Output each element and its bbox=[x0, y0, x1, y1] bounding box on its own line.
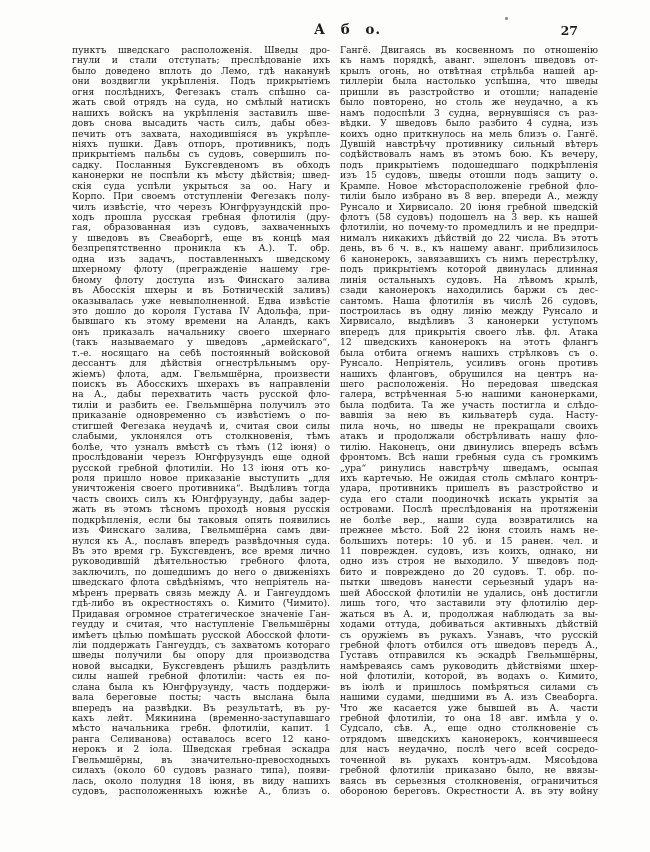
text-line: подъ прикрытіемъ подошедшаго подкрѣпленія bbox=[340, 160, 598, 171]
text-line: руководившій дѣятельностью гребного флота, bbox=[72, 557, 330, 568]
text-line: было доведено вплоть до Лемо, гдѣ наканунѣ bbox=[72, 66, 330, 77]
text-line: дессантъ для дѣйствія огнестрѣльнымъ ору- bbox=[72, 359, 330, 370]
text-column-left bbox=[72, 46, 330, 798]
text-line: мѣсто начальника гребн. флотиліи, капит. 1 bbox=[72, 724, 330, 735]
text-line: канонерки не поспѣли къ мѣсту дѣйствія; швед- bbox=[72, 171, 330, 182]
text-line: удара, противникъ пришелъ въ разстройство и bbox=[340, 484, 598, 495]
text-line: шведскаго флота свѣдѣніямъ, что непріятель на- bbox=[72, 578, 330, 589]
text-line: вала береговые посты; часть выслана была bbox=[72, 693, 330, 704]
text-line: тиллеріи была настолько успѣшна, что шведы bbox=[340, 77, 598, 88]
text-line: чилъ извѣстіе, что черезъ Юнгфрузундскій про- bbox=[72, 202, 330, 213]
text-line: имѣетъ цѣлью помѣшать русской Абосской флоти- bbox=[72, 630, 330, 641]
text-line: вѣдки. У шведовъ было разбито 4 судна, изъ bbox=[340, 119, 598, 130]
text-line: прикрытіемъ пальбы съ судовъ, совершилъ по- bbox=[72, 150, 330, 161]
text-line: скія суда успѣли укрыться за оо. Нагу и bbox=[72, 181, 330, 192]
text-columns bbox=[72, 46, 598, 798]
text-line: Крампе. Новое мѣсторасположеніе гребной фло- bbox=[340, 181, 598, 192]
text-line: намѣреваясь самъ руководить дѣйствіями шхер- bbox=[340, 661, 598, 672]
text-line: „ура“ ринулись навстрѣчу шведамъ, осыпая bbox=[340, 463, 598, 474]
text-line: для насъ неудачно, послѣ чего всей сосредо- bbox=[340, 745, 598, 756]
text-line: сантомъ. Наша флотилія въ числѣ 26 судовъ, bbox=[340, 296, 598, 307]
text-line: ніяхъ пушки. Давъ отпоръ, противникъ, подъ bbox=[72, 139, 330, 150]
text-line: галера, встрѣченная 5-ю нашими канонерками, bbox=[340, 390, 598, 401]
text-line: гребной флотъ отбился отъ шведовъ передъ А., bbox=[340, 640, 598, 651]
text-line: (такъ называемаго у шведовъ „армейскаго“, bbox=[72, 338, 330, 349]
text-line: у шведовъ въ Свеаборгѣ, еще въ концѣ мая bbox=[72, 233, 330, 244]
text-line: шей Абосской флотиліи не удались, онѣ достигли bbox=[340, 588, 598, 599]
text-line: огня послѣднихъ, Фегезакъ сталъ спѣшно са- bbox=[72, 87, 330, 98]
text-line: бывшаго къ этому времени на Аландъ, какъ bbox=[72, 317, 330, 328]
running-head: А б о. bbox=[314, 22, 382, 38]
text-line: Рунсало. Непріятель, усиливъ огонь противъ bbox=[340, 359, 598, 370]
text-line: мѣренъ прервать связь между А. и Гангеуддомъ bbox=[72, 588, 330, 599]
text-line: нулся къ А., пославъ впередъ развѣдочныя суда. bbox=[72, 536, 330, 547]
text-line: довъ снова высадить часть силъ, дабы обез- bbox=[72, 119, 330, 130]
text-line: заключилъ, по дошедшимъ до него о движеніяхъ bbox=[72, 567, 330, 578]
text-line: гдѣ-либо въ окрестностяхъ о. Кимито (Чимито). bbox=[72, 599, 330, 610]
text-line: ходами оттуда, добиваться активныхъ дѣйствій bbox=[340, 620, 598, 631]
text-line: жать въ этомъ тѣсномъ проходѣ новыя русскія bbox=[72, 505, 330, 516]
text-line: 6 канонерокъ, завязавшихъ съ нимъ перестрѣлку, bbox=[340, 254, 598, 265]
text-line: оказывалась уже невыполненной. Едва извѣстіе bbox=[72, 296, 330, 307]
text-line: изъ 15 судовъ, шведы отошли подъ защиту о. bbox=[340, 171, 598, 182]
text-line: бному флоту доступа изъ Финскаго залива bbox=[72, 275, 330, 286]
text-line: была подбита. Та же участь постигла и слѣдо- bbox=[340, 400, 598, 411]
text-line: уничтоженія своего противника“. Выдѣливъ тогда bbox=[72, 484, 330, 495]
text-line: фронтомъ. Всѣ наши гребныя суда съ громкимъ bbox=[340, 453, 598, 464]
text-line: ходъ прошла русская гребная флотилія (дру- bbox=[72, 213, 330, 223]
text-line: Гвельмшёрны, въ значительно-превосходныхъ bbox=[72, 755, 330, 766]
text-line: линія остальныхъ судовъ. На лѣвомъ крылѣ, bbox=[340, 275, 598, 286]
text-line: въ іюлѣ и пришлось помѣряться силами съ bbox=[340, 682, 598, 693]
text-line: Рунсало и Хирвисало. 20 іюня гребной шведскій bbox=[340, 202, 598, 213]
text-line: изъ Финскаго залива, Гвельмшёрна самъ дви- bbox=[72, 526, 330, 537]
text-line: обороною береговъ. Окрестности А. въ эту войну bbox=[340, 787, 598, 798]
text-line: гнули и стали отступать; преслѣдованіе ихъ bbox=[72, 56, 330, 67]
text-line: Корпо. При своемъ отступленіи Фегезакъ полу- bbox=[72, 192, 330, 203]
text-line: новой высадки, Буксгевденъ рѣшилъ раздѣлить bbox=[72, 661, 330, 672]
text-line: въ Абосскія шхеры и въ Ботническій заливъ) bbox=[72, 286, 330, 297]
text-line: ліи поддержать Гангеуддъ, съ захватомъ котораго bbox=[72, 640, 330, 651]
text-line: гребной флотиліи, то она 18 авг. имѣла у о. bbox=[340, 714, 598, 724]
text-line: нималъ никакихъ дѣйствій до 22 числа. Въ этотъ bbox=[340, 233, 598, 244]
text-line: впередъ на развѣдки. Въ результатѣ, въ ру- bbox=[72, 703, 330, 714]
text-line: лась, около полудня 18 іюня, въ виду нашихъ bbox=[72, 776, 330, 787]
text-line: коихъ одно приткнулось на мель близъ о. Гангё. bbox=[340, 129, 598, 140]
page-number: 27 bbox=[560, 23, 578, 38]
text-line: Судсало, сѣв. А., еще одно столкновеніе съ bbox=[340, 724, 598, 735]
text-line: прежнее мѣсто. Бой 22 іюня стоилъ намъ не- bbox=[340, 526, 598, 537]
text-line: слабыми, уклонялся отъ столкновенія, тѣмъ bbox=[72, 432, 330, 443]
text-line: къ намъ порядкѣ, аванг. эшелонъ шведовъ от- bbox=[340, 56, 598, 67]
text-line: флотиліи, но почему-то промедлилъ и не предпри- bbox=[340, 223, 598, 234]
text-line: 12 шведскихъ канонерокъ на этотъ флангъ bbox=[340, 338, 598, 349]
text-line: одно изъ строя не выходило. У шведовъ под- bbox=[340, 557, 598, 568]
text-line: пытки шведовъ нанести серьезный ударъ на- bbox=[340, 578, 598, 589]
text-line: съ оружіемъ въ рукахъ. Узнавъ, что русскій bbox=[340, 630, 598, 641]
text-line: приказаніе одновременно съ извѣстіемъ о по- bbox=[72, 411, 330, 422]
text-line: тиліи и разбить ее. Гвельмшёрна получилъ это bbox=[72, 400, 330, 411]
text-line: ихъ картечью. Не ожидая столь смѣлаго контръ- bbox=[340, 473, 598, 484]
text-line: судовъ, расположенныхъ южнѣе А., близъ о. bbox=[72, 787, 330, 798]
text-line: поискъ въ Абосскихъ шхерахъ въ направленіи bbox=[72, 380, 330, 390]
text-line: жать свой отрядъ на суда, но смѣлый натискъ bbox=[72, 98, 330, 109]
text-line: вавшія за нею въ кильватерѣ суда. Насту- bbox=[340, 411, 598, 422]
text-line: лишь того, что заставили эту флотилію дер- bbox=[340, 599, 598, 610]
text-line: прослѣдованіи черезъ Юнгфрузундъ еще одной bbox=[72, 453, 330, 464]
text-line: онъ приказалъ начальнику своего шхернаго bbox=[72, 327, 330, 338]
text-line: бито и повреждено до 20 судовъ. Т. обр. по- bbox=[340, 567, 598, 578]
text-line: силы нашей гребной флотиліи: часть ея по- bbox=[72, 672, 330, 683]
text-line: нерокъ и 2 іола. Шведская гребная эскадра bbox=[72, 745, 330, 756]
text-line: построилась въ одну линію между Рунсало и bbox=[340, 306, 598, 317]
text-line: отрядомъ шведскихъ канонерокъ, кончившееся bbox=[340, 734, 598, 745]
text-line: пунктъ шведскаго расположенія. Шведы дро- bbox=[72, 46, 330, 56]
text-line: печить отъ захвата, находившіяся въ укрѣпле- bbox=[72, 129, 330, 140]
text-line: нашихъ войскъ на укрѣпленія заставилъ шве- bbox=[72, 108, 330, 119]
text-line: тиліи было избрано въ 8 вер. впереди А., между bbox=[340, 192, 598, 203]
text-line: жіемъ) флота, адм. Гвельмшёрна, произвести bbox=[72, 369, 330, 380]
text-line: Густавъ отправился къ эскадрѣ Гвельмшёрны, bbox=[340, 651, 598, 662]
text-column-right bbox=[340, 46, 598, 798]
text-line: шведы получили бы опору для производства bbox=[72, 651, 330, 662]
text-line: пришли въ разстройство и отошли; нападеніе bbox=[340, 87, 598, 98]
text-line: тилію. Наконецъ, они двинулись впередъ всѣмъ bbox=[340, 442, 598, 453]
text-line: Гангё. Двигаясь въ косвенномъ по отношенію bbox=[340, 46, 598, 56]
text-line: Хирвисало, выдѣливъ 3 канонерки уступомъ bbox=[340, 317, 598, 328]
text-line: содѣйствовалъ намъ въ этомъ бою. Къ вечеру, bbox=[340, 150, 598, 161]
text-line: садку. Посланныя Буксгевденомъ въ обходъ bbox=[72, 160, 330, 171]
text-line: шего расположенія. Но передовая шведская bbox=[340, 380, 598, 390]
text-line: сзади канонерокъ находились баржи съ дес- bbox=[340, 286, 598, 297]
text-line: намъ подоспѣли 3 судна, вернувшіяся съ раз- bbox=[340, 108, 598, 119]
scan-artifact bbox=[505, 17, 508, 20]
text-line: флотъ (58 судовъ) подошелъ на 3 вер. къ нашей bbox=[340, 213, 598, 223]
text-line: шхерному флоту (прегражденіе нашему гре- bbox=[72, 265, 330, 276]
text-line: жаться въ А. и, продолжая наблюдать за вы- bbox=[340, 609, 598, 620]
text-line: подъ прикрытіемъ которой двинулась длинная bbox=[340, 265, 598, 276]
text-line: ваясь въ серьезныя столкновенія, ограничиться bbox=[340, 776, 598, 787]
text-line: атакъ и продолжали обстрѣливать нашу фло- bbox=[340, 432, 598, 443]
text-line: гребной флотиліи приказано было, не ввязы- bbox=[340, 766, 598, 777]
text-line: болѣе, что узналъ вмѣстѣ съ тѣмъ (12 іюня) о bbox=[72, 442, 330, 453]
text-line: силахъ (около 60 судовъ разнаго типа), появи- bbox=[72, 766, 330, 777]
text-line: кахъ лейт. Мякинина (временно-заступавшаго bbox=[72, 714, 330, 724]
text-line: на А., дабы перехватить часть русской фло- bbox=[72, 390, 330, 401]
text-line: т.-е. носящаго на себѣ постоянный войсковой bbox=[72, 348, 330, 359]
text-line: было повторено, но столь же неудачно, а къ bbox=[340, 98, 598, 109]
text-line: нашихъ фланговъ, обрушился на центръ на- bbox=[340, 369, 598, 380]
text-line: ной флотиліи, которой, въ водахъ о. Кимито, bbox=[340, 672, 598, 683]
text-line: суда его стали поодиночкѣ искать укрытія за bbox=[340, 494, 598, 505]
text-line: безпрепятственно проникла къ А.). Т. обр. bbox=[72, 244, 330, 255]
text-line: Что же касается уже бывшей въ А. части bbox=[340, 703, 598, 714]
text-line: часть своихъ силъ къ Юнгфрузунду, дабы задер- bbox=[72, 494, 330, 505]
text-line: островами. Послѣ преслѣдованія на протяженіи bbox=[340, 505, 598, 516]
text-line: большихъ потерь: 10 уб. и 15 ранен. чел. и bbox=[340, 536, 598, 547]
text-line: геудду и считая, что наступленіе Гвельмшёрны bbox=[72, 620, 330, 631]
text-line: впередъ для прикрытія своего лѣв. фл. Атака bbox=[340, 327, 598, 338]
text-line: Придавая огромное стратегическое значеніе Ган- bbox=[72, 609, 330, 620]
text-line: не болѣе вер., наши суда возвратились на bbox=[340, 515, 598, 526]
text-line: гая, образованная изъ судовъ, захваченныхъ bbox=[72, 223, 330, 234]
text-line: точенной въ рукахъ контръ-адм. Мясоѣдова bbox=[340, 755, 598, 766]
text-line: пила ночь, но шведы не прекращали своихъ bbox=[340, 421, 598, 432]
text-line: 11 поврежден. судовъ, изъ коихъ, однако, ни bbox=[340, 547, 598, 557]
page-header bbox=[72, 22, 598, 40]
text-line: подкрѣпленія, если бы таковыя опять появились bbox=[72, 515, 330, 526]
text-line: роля пришло новое приказаніе выступить „для bbox=[72, 473, 330, 484]
text-line: была отбита огнемъ нашихъ стрѣлковъ съ о. bbox=[340, 348, 598, 359]
text-line: одна изъ задачъ, поставленныхъ шведскому bbox=[72, 254, 330, 265]
text-line: Въ это время гр. Буксгевденъ, все время лично bbox=[72, 547, 330, 557]
text-line: слана была къ Юнгфрузунду, часть поддержи- bbox=[72, 682, 330, 693]
text-line: русской гребной флотиліи. Но 13 іюня отъ ко- bbox=[72, 463, 330, 474]
text-line: они воздвигли укрѣпленія. Подъ прикрытіемъ bbox=[72, 77, 330, 88]
text-line: день, въ 6 ч. в., къ нашему аванг. приблизилось bbox=[340, 244, 598, 255]
text-line: ранга Селиванова) оставалось всего 12 кано- bbox=[72, 734, 330, 745]
text-line: стигшей Фегезака неудачѣ и, считая свои силы bbox=[72, 421, 330, 432]
text-line: Дувшій навстрѣчу противнику сильный вѣтеръ bbox=[340, 139, 598, 150]
text-line: нашими судами, шедшими въ А. изъ Свеаборга. bbox=[340, 693, 598, 704]
text-line: это дошло до короля Густава IV Адольфа, при- bbox=[72, 306, 330, 317]
text-line: крылъ огонь, но отвѣтная стрѣльба нашей ар- bbox=[340, 66, 598, 77]
